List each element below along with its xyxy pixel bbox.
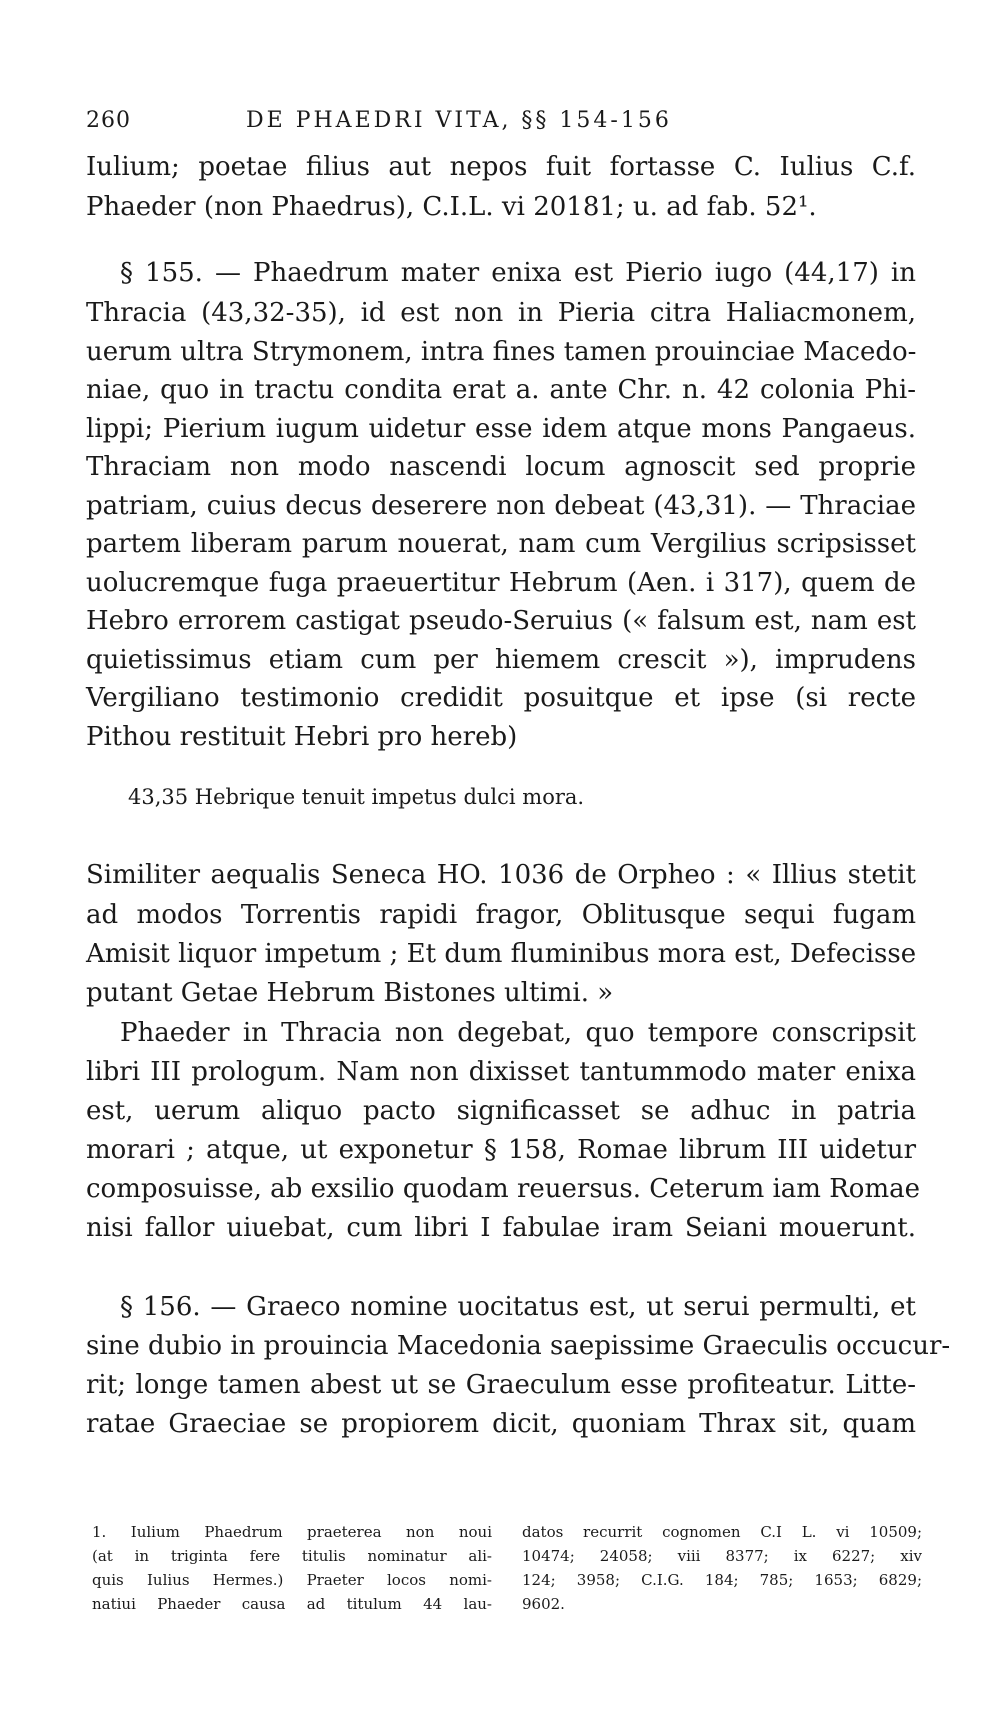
- text-line: uerum ultra Strymonem, intra fines tamen prouinciae Macedo-: [86, 337, 917, 367]
- section-156-heading-line: § 156. — Graeco nomine uocitatus est, ut serui permulti, et: [120, 1292, 916, 1322]
- running-title: DE PHAEDRI VITA, §§ 154-156: [246, 108, 672, 133]
- footnote-line: 124; 3958; C.I.G. 184; 785; 1653; 6829;: [522, 1571, 922, 1589]
- text-line: lippi; Pierium iugum uidetur esse idem atque mons Pangaeus.: [86, 414, 916, 444]
- text-line: morari ; atque, ut exponetur § 158, Romae librum III uidetur: [86, 1135, 916, 1165]
- footnote-line: 1. Iulium Phaedrum praeterea non noui: [92, 1523, 492, 1541]
- text-line: Pithou restituit Hebri pro hereb): [86, 722, 518, 752]
- text-line: niae, quo in tractu condita erat a. ante Chr. n. 42 colonia Phi-: [86, 375, 916, 405]
- text-line: partem liberam parum nouerat, nam cum Vergilius scripsisset: [86, 529, 916, 559]
- text-line: Phaeder (non Phaedrus), C.I.L. vi 20181; u. ad fab. 52¹.: [86, 192, 817, 222]
- text-line: Iulium; poetae filius aut nepos fuit fortasse C. Iulius C.f.: [86, 152, 916, 182]
- text-line: Hebro errorem castigat pseudo-Seruius (« falsum est, nam est: [86, 606, 916, 636]
- text-line: quietissimus etiam cum per hiemem crescit »), imprudens: [86, 645, 916, 675]
- footnote-line: datos recurrit cognomen C.I L. vi 10509;: [522, 1523, 922, 1541]
- text-line: Thraciam non modo nascendi locum agnoscit sed proprie: [86, 452, 916, 482]
- text-line: Thracia (43,32-35), id est non in Pieria citra Haliacmonem,: [86, 298, 916, 328]
- text-line: Phaeder in Thracia non degebat, quo tempore conscripsit: [120, 1018, 916, 1048]
- section-155-heading-line: § 155. — Phaedrum mater enixa est Pierio iugo (44,17) in: [120, 258, 916, 288]
- footnote-line: quis Iulius Hermes.) Praeter locos nomi-: [92, 1571, 492, 1589]
- text-line: uolucremque fuga praeuertitur Hebrum (Aen. i 317), quem de: [86, 568, 916, 598]
- footnote-line: 10474; 24058; viii 8377; ix 6227; xiv: [522, 1547, 922, 1565]
- text-line: ad modos Torrentis rapidi fragor, Oblitusque sequi fugam: [86, 900, 916, 930]
- text-line: ratae Graeciae se propiorem dicit, quoniam Thrax sit, quam: [86, 1409, 916, 1439]
- text-line: composuisse, ab exsilio quodam reuersus. Ceterum iam Romae: [86, 1174, 920, 1204]
- text-line: Vergiliano testimonio credidit posuitque et ipse (si recte: [86, 683, 916, 713]
- text-line: est, uerum aliquo pacto significasset se adhuc in patria: [86, 1096, 916, 1126]
- text-line: libri III prologum. Nam non dixisset tantummodo mater enixa: [86, 1057, 916, 1087]
- text-line: patriam, cuius decus deserere non debeat (43,31). — Thraciae: [86, 491, 916, 521]
- quoted-verse: 43,35 Hebrique tenuit impetus dulci mora.: [128, 785, 585, 809]
- page-number: 260: [86, 108, 131, 133]
- footnote-line: (at in triginta fere titulis nominatur ali-: [92, 1547, 492, 1565]
- footnote-right-column: [522, 1520, 922, 1616]
- text-line: Amisit liquor impetum ; Et dum fluminibus mora est, Defecisse: [86, 939, 917, 969]
- page-header: [86, 108, 916, 142]
- footnote-line: natiui Phaeder causa ad titulum 44 lau-: [92, 1595, 492, 1613]
- text-line: putant Getae Hebrum Bistones ultimi. »: [86, 978, 614, 1008]
- footnote-left-column: [92, 1520, 492, 1616]
- footnote-line: 9602.: [522, 1595, 565, 1613]
- text-line: nisi fallor uiuebat, cum libri I fabulae iram Seiani mouerunt.: [86, 1213, 916, 1243]
- text-line: rit; longe tamen abest ut se Graeculum esse profiteatur. Litte-: [86, 1370, 916, 1400]
- text-line: sine dubio in prouincia Macedonia saepissime Graeculis occucur-: [86, 1331, 951, 1361]
- text-line: Similiter aequalis Seneca HO. 1036 de Orpheo : « Illius stetit: [86, 860, 916, 890]
